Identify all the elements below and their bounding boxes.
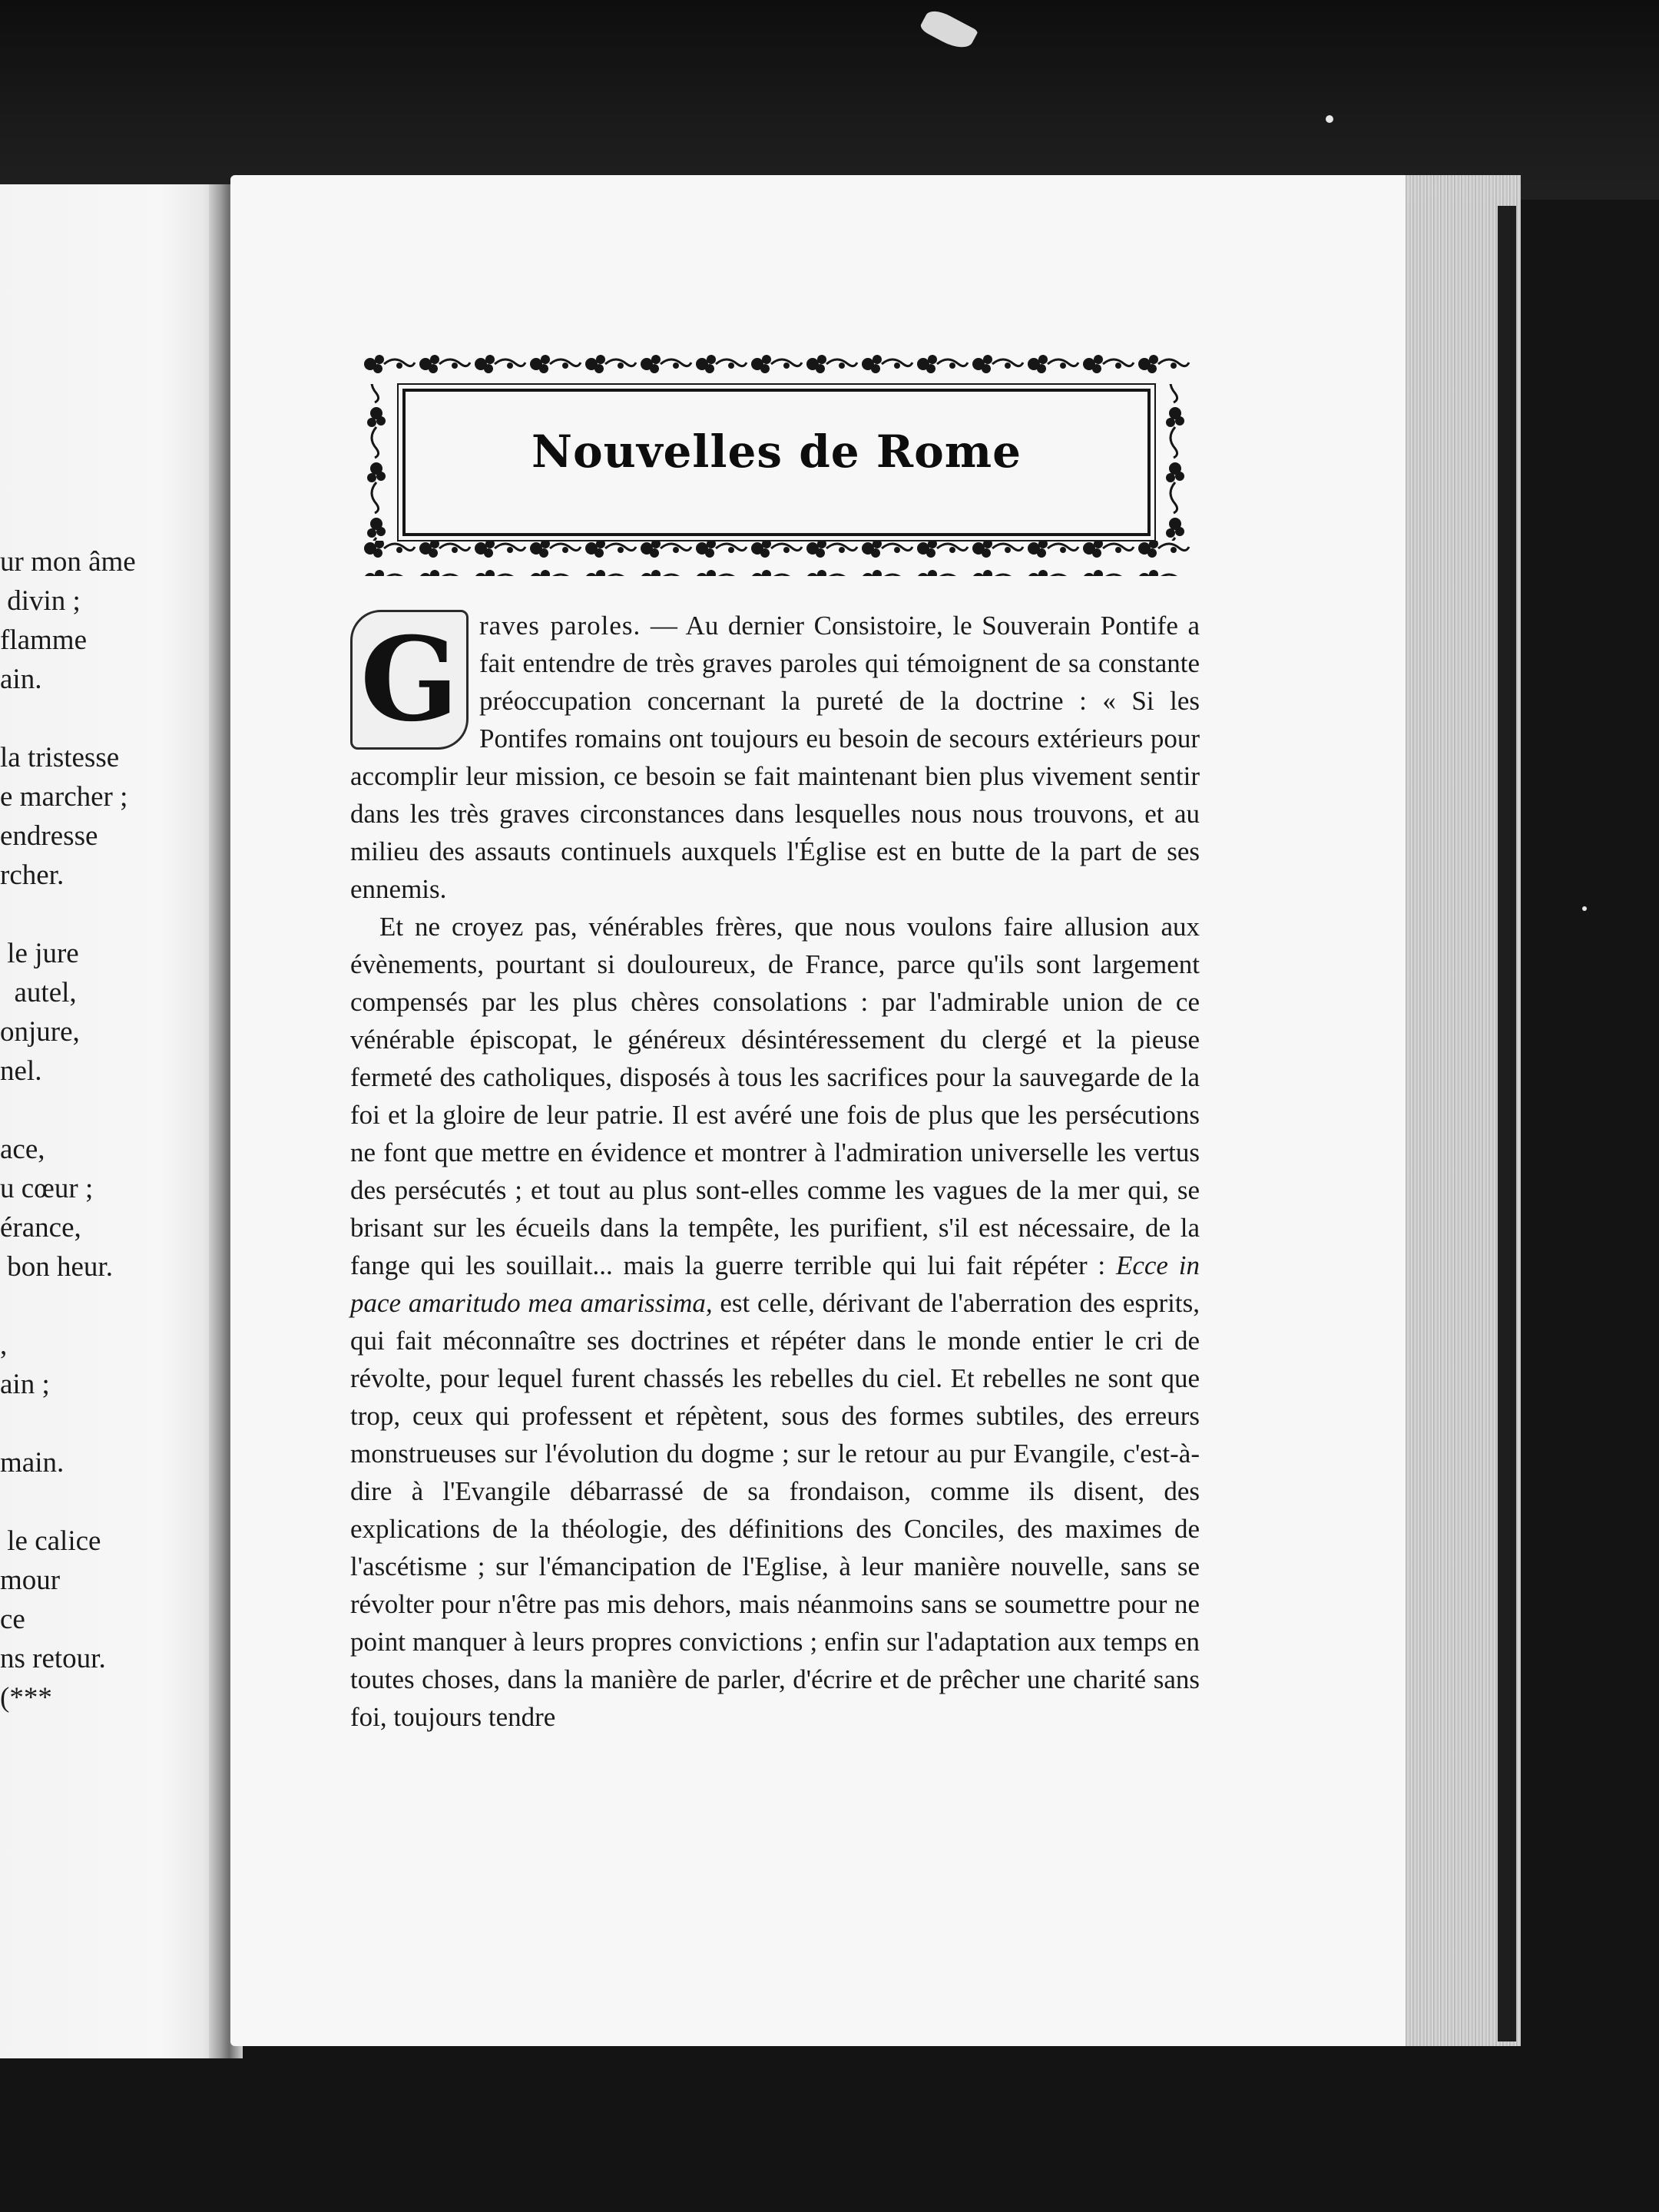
left-page-line: bon heur. — [0, 1251, 113, 1283]
left-page-line — [0, 1482, 157, 1522]
latin-quote: Ecce in pace amaritudo mea amarissima, — [350, 1250, 1200, 1318]
left-page-line: autel, — [0, 977, 77, 1008]
left-page-line — [0, 1091, 157, 1130]
left-page-line: endresse — [0, 820, 98, 852]
left-page-line: rcher. — [0, 859, 65, 891]
left-page-line — [0, 1286, 157, 1326]
left-page-line: onjure, — [0, 1016, 80, 1048]
left-page-line: ce — [0, 1604, 25, 1635]
left-page-line: la tristesse — [0, 742, 120, 773]
left-page-line: ur mon âme — [0, 546, 136, 578]
left-page-line — [0, 699, 157, 738]
left-page-line: , — [0, 1330, 8, 1361]
book-cover-edge — [1498, 206, 1516, 2041]
left-page-line: le jure — [0, 938, 79, 969]
left-page-line: ain ; — [0, 1369, 50, 1400]
left-page-line: divin ; — [0, 585, 81, 617]
left-page-line: mour — [0, 1565, 61, 1596]
left-page-line: érance, — [0, 1212, 81, 1243]
dust-speck — [1326, 115, 1333, 123]
paragraph-text: Et ne croyez pas, vénérables frères, que nous voulons faire allusion aux évènements, pourtant si douloureux, de France, parce qu'ils sont largement compensés par les plus chères consolations : par l'admirable union de ce vénérable épiscopat, le généreux désintéressement du clergé et la pieuse fermeté des catholiques, disposés à tous les sacrifices pour la sauvegarde de la foi et la gloire de leur patrie. Il est avéré une fois de plus que les persécutions ne font que mettre en évidence et montrer à l'admiration universelle les vertus des persécutés ; et tout au plus sont-elles comme les vagues de la mer qui, se brisant sur les écueils dans la tempête, les purifient, s'il est nécessaire, de la fange qui les souillait... mais la guerre terrible qui lui fait répéter : — [350, 912, 1200, 1280]
left-page-line: u cœur ; — [0, 1173, 94, 1204]
left-page-line: le calice — [0, 1525, 101, 1557]
ornamental-drop-cap — [350, 610, 469, 750]
drop-cap-letter: G — [359, 612, 459, 747]
article-body — [350, 607, 1200, 1736]
ornamental-header — [361, 349, 1192, 576]
dust-speck — [1582, 906, 1587, 911]
paragraph-text: — Au dernier Consistoire, le Souverain Pontife a fait entendre de très graves paroles qui témoignent de sa constante préoccupation concernant la pureté de la doctrine : « Si les Pontifes romains ont toujours eu besoin de secours extérieurs pour accomplir leur mission, ce besoin se fait maintenant bien plus vivement sentir dans les très graves circonstances dans lesquelles nous nous trouvons, et au milieu des assauts continuels auxquels l'Église est en butte de la part de ses ennemis. — [350, 611, 1200, 904]
section-title: Nouvelles de Rome — [531, 426, 1022, 478]
left-page-line: flamme — [0, 624, 88, 656]
paragraph-text: est celle, dérivant de l'aberration des esprits, qui fait méconnaître ses doctrines et répéter dans le monde entier le cri de révolte, pour lequel furent chassés les rebelles du ciel. Et rebelles ne sont que trop, ceux qui professent et répètent, sous des formes subtiles, des erreurs monstrueuses sur l'évolution du dogme ; sur le retour au pur Evangile, c'est-à-dire à l'Evangile débarrassé de sa frondaison, comme ils disent, des explications de la théologie, des définitions des Conciles, des maximes de l'ascétisme ; sur l'émancipation de l'Eglise, à leur manière nouvelle, sans se révolter pour n'être pas mis dehors, mais néanmoins sans se soumettre pour ne point manquer à leurs propres convictions ; enfin sur l'adaptation aux temps en toutes choses, dans la manière de parler, d'écrire et de prêcher une charité sans foi, toujours tendre — [350, 1288, 1200, 1732]
left-page-line: ns retour. — [0, 1643, 106, 1674]
left-page-line: main. — [0, 1447, 65, 1479]
paragraph — [350, 607, 1200, 908]
paragraph — [350, 908, 1200, 1736]
left-page-line: (*** — [0, 1682, 52, 1714]
left-page-line: ace, — [0, 1134, 45, 1165]
left-page-text — [0, 542, 157, 1717]
background-shadow — [0, 0, 1659, 200]
left-page-line: nel. — [0, 1055, 42, 1087]
left-page-line: e marcher ; — [0, 781, 128, 813]
left-page-line — [0, 1404, 157, 1443]
left-page-line — [0, 895, 157, 934]
lead-words: raves paroles. — [479, 611, 641, 641]
left-page-line: ain. — [0, 664, 42, 695]
